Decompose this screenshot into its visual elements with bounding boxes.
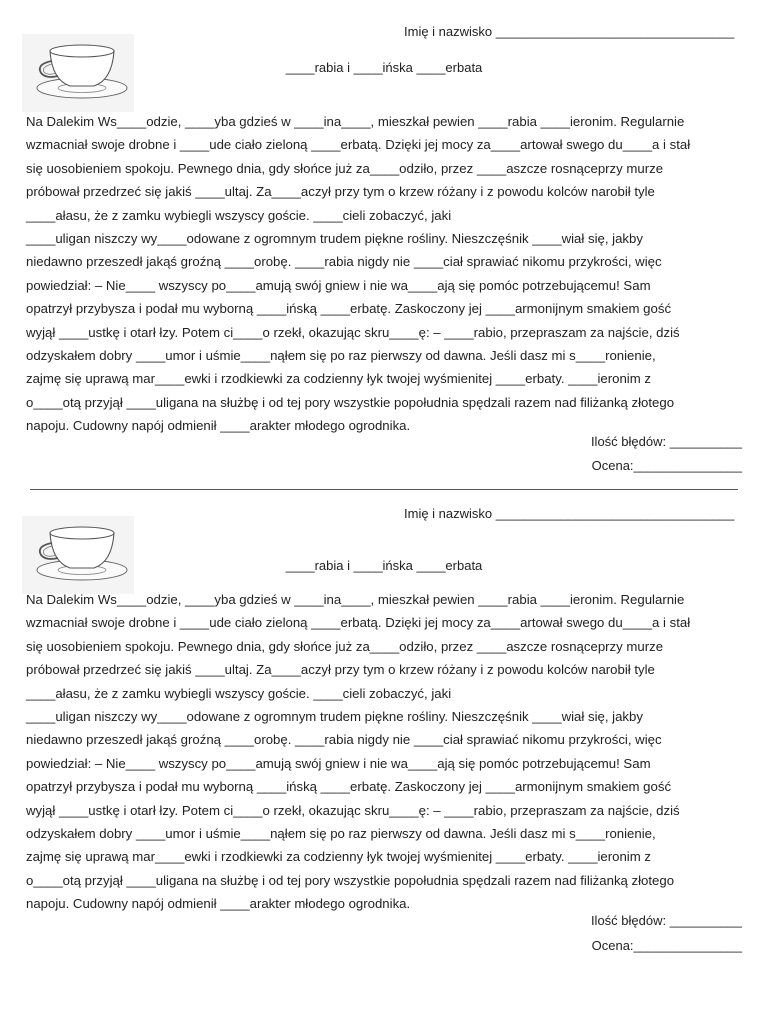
story-line: napoju. Cudowny napój odmienił ____arakter młodego ogrodnika. xyxy=(26,896,411,912)
story-line: próbował przedrzeć się jakiś ____ultaj. Za____aczył przy tym o krzew różany i z powodu kolców narobił tyle xyxy=(26,662,655,678)
story-line: Na Dalekim Ws____odzie, ____yba gdzieś w ____ina____, mieszkał pewien ____rabia ____ieronim. Regularnie xyxy=(26,592,685,607)
story-line: się uosobieniem spokoju. Pewnego dnia, gdy słońce już za____odziło, przez ____aszcze rosnąceprzy murze xyxy=(26,638,664,654)
story-line: próbował przedrzeć się jakiś ____ultaj. Za____aczył przy tym o krzew różany i z powodu kolców narobił tyle xyxy=(26,184,655,200)
story-line: powiedział: – Nie____ wszyscy po____amują swój gniew i nie wa____ają się pomóc potrzebującemu! Sam xyxy=(26,755,651,771)
story-text xyxy=(26,588,746,916)
story-line: odzyskałem dobry ____umor i uśmie____nąłem się po raz pierwszy od dawna. Jeśli dasz mi s____ronienie, xyxy=(26,348,656,364)
story-line: o____otą przyjął ____uligana na służbę i od tej pory wszystkie popołudnia spędzali razem nad filiżanką złotego xyxy=(26,872,675,888)
grade-field: Ocena:_______________ xyxy=(591,458,742,473)
story-line: Na Dalekim Ws____odzie, ____yba gdzieś w ____ina____, mieszkał pewien ____rabia ____ieronim. Regularnie xyxy=(26,114,685,129)
grade-field: Ocena:_______________ xyxy=(591,938,742,953)
story-line: wzmacniał swoje drobne i ____ude ciało zieloną ____erbatą. Dzięki jej mocy za____artował swego du____a i stał xyxy=(26,615,691,631)
story-line: się uosobieniem spokoju. Pewnego dnia, gdy słońce już za____odziło, przez ____aszcze rosnąceprzy murze xyxy=(26,160,664,176)
name-field: Imię i nazwisko _________________________________ xyxy=(404,24,735,39)
story-line: wyjął ____ustkę i otarł łzy. Potem ci____o rzekł, okazując skru____ę: – ____rabio, przepraszam za najście, dziś xyxy=(26,802,680,818)
name-field: Imię i nazwisko _________________________________ xyxy=(404,506,735,521)
worksheet-title: ____rabia i ____ińska ____erbata xyxy=(285,60,483,75)
story-line: odzyskałem dobry ____umor i uśmie____nąłem się po raz pierwszy od dawna. Jeśli dasz mi s____ronienie, xyxy=(26,826,656,842)
story-line: napoju. Cudowny napój odmienił ____arakter młodego ogrodnika. xyxy=(26,418,411,434)
story-line: wzmacniał swoje drobne i ____ude ciało zieloną ____erbatą. Dzięki jej mocy za____artował swego du____a i stał xyxy=(26,137,691,153)
cut-divider xyxy=(30,489,738,490)
story-line: ____ałasu, że z zamku wybiegli wszyscy goście. ____cieli zobaczyć, jaki xyxy=(26,685,452,701)
story-line: opatrzył przybysza i podał mu wyborną ____ińską ____erbatę. Zaskoczony jej ____armonijnym smakiem gość xyxy=(26,301,672,317)
teacup-icon xyxy=(22,516,134,594)
story-line: ____uligan niszczy wy____odowane z ogromnym trudem piękne rośliny. Nieszczęśnik ____wiał się, jakby xyxy=(26,709,643,725)
worksheet-title: ____rabia i ____ińska ____erbata xyxy=(285,558,483,573)
story-line: zajmę się uprawą mar____ewki i rzodkiewki za codzienny łyk twojej wyśmienitej ____erbaty. ____ieronim z xyxy=(26,371,651,387)
story-line: ____ałasu, że z zamku wybiegli wszyscy goście. ____cieli zobaczyć, jaki xyxy=(26,207,452,223)
error-count-field: Ilość błędów: __________ xyxy=(590,434,742,449)
error-count-field: Ilość błędów: __________ xyxy=(590,913,742,928)
story-line: o____otą przyjął ____uligana na służbę i od tej pory wszystkie popołudnia spędzali razem nad filiżanką złotego xyxy=(26,394,675,410)
story-line: niedawno przeszedł jakąś groźną ____orobę. ____rabia nigdy nie ____ciał sprawiać nikomu przykrości, więc xyxy=(26,732,662,748)
story-line: opatrzył przybysza i podał mu wyborną ____ińską ____erbatę. Zaskoczony jej ____armonijnym smakiem gość xyxy=(26,779,672,795)
story-line: niedawno przeszedł jakąś groźną ____orobę. ____rabia nigdy nie ____ciał sprawiać nikomu przykrości, więc xyxy=(26,254,662,270)
story-line: zajmę się uprawą mar____ewki i rzodkiewki za codzienny łyk twojej wyśmienitej ____erbaty. ____ieronim z xyxy=(26,849,651,865)
story-text xyxy=(26,110,746,438)
story-line: powiedział: – Nie____ wszyscy po____amują swój gniew i nie wa____ają się pomóc potrzebującemu! Sam xyxy=(26,277,651,293)
story-line: wyjął ____ustkę i otarł łzy. Potem ci____o rzekł, okazując skru____ę: – ____rabio, przepraszam za najście, dziś xyxy=(26,324,680,340)
story-line: ____uligan niszczy wy____odowane z ogromnym trudem piękne rośliny. Nieszczęśnik ____wiał się, jakby xyxy=(26,231,643,247)
